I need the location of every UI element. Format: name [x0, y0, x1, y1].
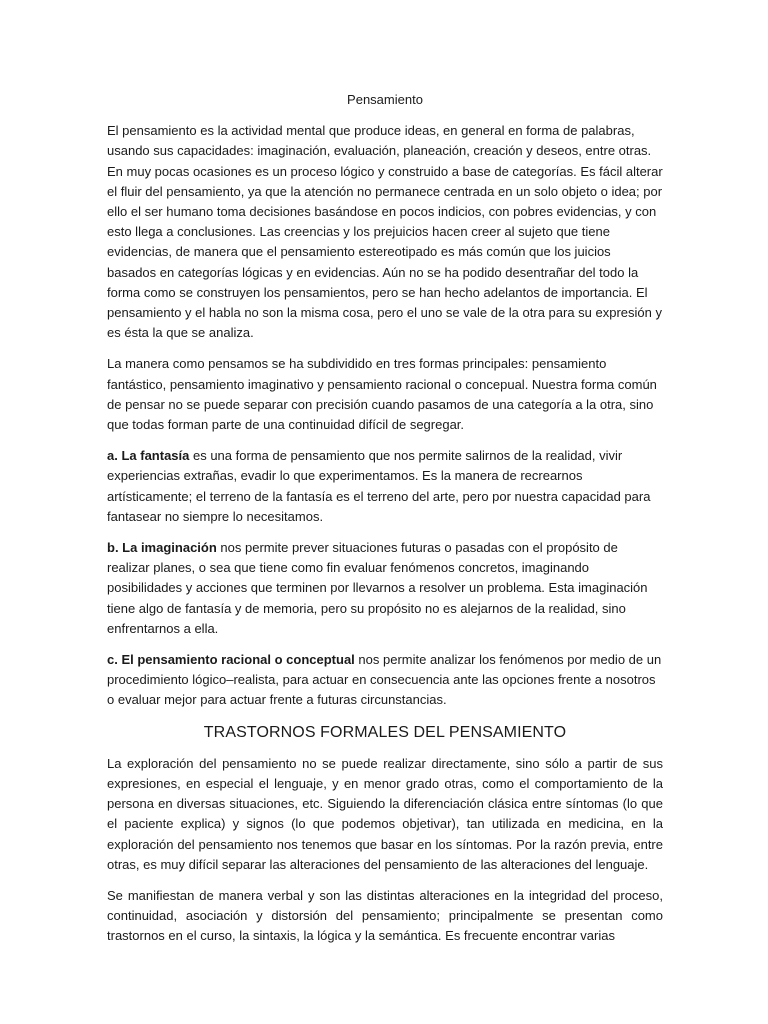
list-item-label: a. La fantasía	[107, 448, 190, 464]
paragraph-manifestaciones: Se manifiestan de manera verbal y son las distintas alteraciones en la integridad del proceso, continuidad, asociación y distorsión del pensamiento; principalmente se presentan como trastornos en el curso, la sintaxis, la lógica y la semántica. Es frecuente encontrar varias	[107, 887, 663, 944]
document-title: Pensamiento	[347, 92, 423, 107]
list-item-label: c. El pensamiento racional o conceptual	[107, 652, 355, 668]
list-item-text: es una forma de pensamiento que nos permite salirnos de la realidad, vivir experiencias extrañas, evadir lo que experimentamos. Es la manera de recrearnos artísticamente; el terreno de la fantasía es el terreno del arte, pero por nuestra capacidad para fantasear no siempre lo necesitamos.	[107, 448, 651, 524]
list-item-racional	[107, 650, 663, 711]
document-page	[107, 90, 663, 958]
section-heading: TRASTORNOS FORMALES DEL PENSAMIENTO	[203, 723, 567, 741]
paragraph-exploracion: La exploración del pensamiento no se puede realizar directamente, sino sólo a partir de sus expresiones, en especial el lenguaje, y en menor grado otras, como el comportamiento de la persona en diversas situaciones, etc. Siguiendo la diferenciación clásica entre síntomas (lo que el paciente explica) y signos (lo que podemos objetivar), tan utilizada en medicina, en la exploración del pensamiento nos tenemos que basar en los síntomas. Por la razón previa, entre otras, es muy difícil separar las alteraciones del pensamiento de las alteraciones del lenguaje.	[107, 755, 663, 872]
list-item-text: nos permite prever situaciones futuras o pasadas con el propósito de realizar planes, o sea que tiene como fin evaluar fenómenos concretos, imaginando posibilidades y acciones que terminen por llevarnos a resolver un problema. Esta imaginación tiene algo de fantasía y de memoria, pero su propósito no es alejarnos de la realidad, sino enfrentarnos a ella.	[107, 540, 648, 636]
paragraph-intro: El pensamiento es la actividad mental que produce ideas, en general en forma de palabras, usando sus capacidades: imaginación, evaluación, planeación, creación y deseos, entre otras. En muy pocas ocasiones es un proceso lógico y construido a base de categorías. Es fácil alterar el fluir del pensamiento, ya que la atención no permanece centrada en un solo objeto o idea; por ello el ser humano toma decisiones basándose en pocos indicios, con pobres evidencias, y con esto llega a conclusiones. Las creencias y los prejuicios hacen creer al sujeto que tiene evidencias, de manera que el pensamiento estereotipado es más común que los juicios basados en categorías lógicas y en evidencias. Aún no se ha podido desentrañar del todo la forma como se construyen los pensamientos, pero se han hecho adelantos de importancia. El pensamiento y el habla no son la misma cosa, pero el uno se vale de la otra para su expresión y es ésta la que se analiza.	[107, 123, 663, 341]
list-item-text: nos permite analizar los fenómenos por medio de un procedimiento lógico–realista, para actuar en consecuencia ante las opciones frente a nosotros o evaluar mejor para actuar frente a futuras circunstancias.	[107, 652, 662, 708]
list-item-imaginacion	[107, 538, 663, 639]
list-item-fantasia	[107, 446, 663, 527]
paragraph-forms: La manera como pensamos se ha subdividido en tres formas principales: pensamiento fantástico, pensamiento imaginativo y pensamiento racional o concepual. Nuestra forma común de pensar no se puede separar con precisión cuando pasamos de una categoría a la otra, sino que todas forman parte de una continuidad difícil de segregar.	[107, 356, 657, 433]
list-item-label: b. La imaginación	[107, 540, 217, 556]
